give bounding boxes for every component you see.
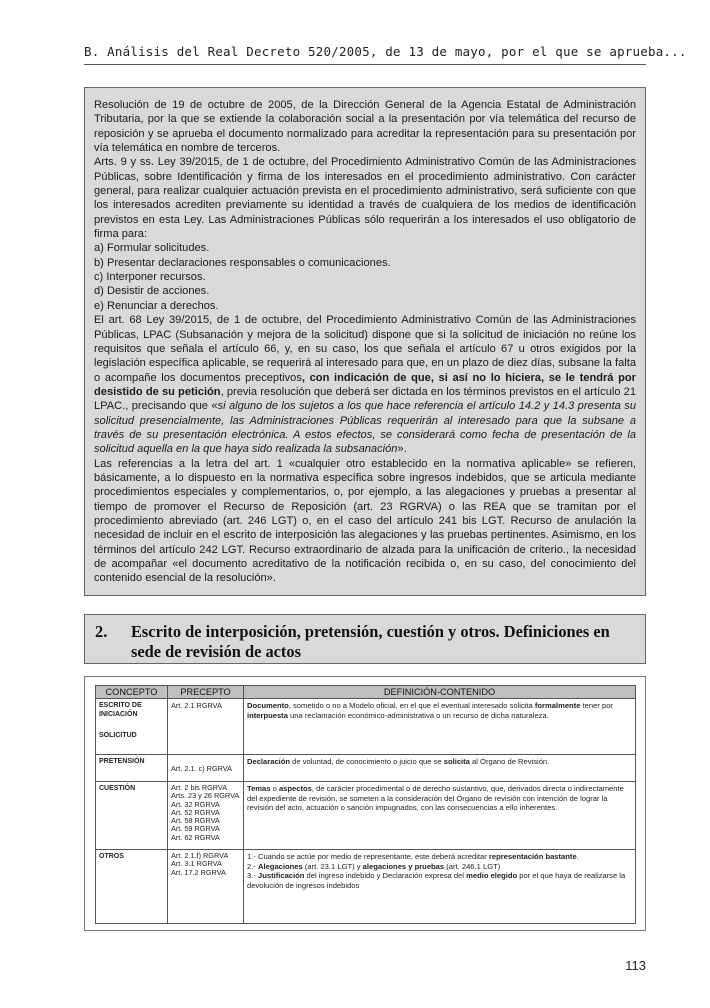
definition-line: 1.- Cuando se actúe por medio de representante, este deberá acreditar representación bastante. bbox=[247, 852, 579, 861]
section-heading bbox=[84, 614, 646, 664]
precept-cell bbox=[168, 850, 244, 924]
definition-cell: Declaración de voluntad, de conocimiento o juicio que se solicita al Órgano de Revisión. bbox=[244, 755, 636, 782]
concept-cell: CUESTIÓN bbox=[96, 782, 168, 850]
list-item: d) Desistir de acciones. bbox=[94, 285, 210, 298]
list-item: c) Interponer recursos. bbox=[94, 271, 206, 284]
header-definicion: DEFINICIÓN-CONTENIDO bbox=[244, 686, 636, 699]
precept-cell bbox=[168, 782, 244, 850]
concept-cell: PRETENSIÓN bbox=[96, 755, 168, 782]
list-item: e) Renunciar a derechos. bbox=[94, 299, 219, 312]
definition-line: 2.- Alegaciones (art. 23.1 LGT) y alegaciones y pruebas (art. 246.1 LGT) bbox=[247, 861, 501, 871]
table-row bbox=[96, 850, 636, 924]
paragraph-references: Las referencias a la letra del art. 1 «cualquier otro establecido en la normativa aplicable» se refieren, básicamente, a lo dispuesto en la normativa específica sobre ingresos indebidos, que se articula mediante procedimientos especiales y complementarios, o, por ejemplo, a las alegaciones y pruebas a presentar al tiempo de promover el Recurso de Reposición (art. 23 RGRVA) o las REA que se tramitan por el procedimiento abreviado (art. 246 LGT) o, en el caso del artículo 241 bis LGT. Recurso de anulación la necesidad de incluir en el escrito de interposición las alegaciones y las pruebas pertinentes. Asimismo, en los términos del artículo 242 LGT. Recurso extraordinario de alzada para la unificación de criterio., la necesidad de acompañar «el documento acreditativo de la notificación recibida o, en su caso, del conocimiento del contenido esencial de la resolución». bbox=[94, 457, 636, 585]
concept-cell: ESCRITO DE INICIACIÓN SOLICITUD bbox=[96, 699, 168, 755]
section-number: 2. bbox=[95, 622, 108, 641]
list-item: a) Formular solicitudes. bbox=[94, 242, 210, 255]
precept-cell: Art. 2.1 RGRVA bbox=[168, 699, 244, 755]
page-number: 113 bbox=[625, 958, 646, 973]
precept-item: Art. 2.1.f) RGRVA bbox=[171, 851, 229, 860]
definition-cell: Temas o aspectos, de carácter procedimental o de derecho sustantivo, que, derivados directa o indirectamente del expediente de revisión, se someten a la consideración del Órgano de revisión con intención de lograr la revisión del acto, actuación o sanción impugnados, con las consecuencias a ello inherentes. bbox=[244, 782, 636, 850]
legal-references-box bbox=[84, 87, 646, 596]
concept-cell: OTROS bbox=[96, 850, 168, 924]
table-row bbox=[96, 699, 636, 755]
definition-cell: Documento, sometido o no a Modelo oficial, en el que el eventual interesado solicita formalmente tener por interpuesta una reclamación económico-administrativa o un recurso de dicha naturaleza. bbox=[244, 699, 636, 755]
precept-item: Art. 52 RGRVA bbox=[171, 807, 220, 817]
definition-line: 3.- Justificación del ingreso indebido y Declaración expresa del medio elegido por el que haya de realizarse la devolución de ingresos indebidos bbox=[247, 871, 626, 890]
header-concepto: CONCEPTO bbox=[96, 686, 168, 699]
table-header-row bbox=[96, 686, 636, 699]
list-item: b) Presentar declaraciones responsables o comunicaciones. bbox=[94, 256, 391, 269]
section-title: Escrito de interposición, pretensión, cuestión y otros. Definiciones en sede de revisión de actos bbox=[131, 622, 610, 661]
precept-item: Art. 2 bis RGRVA bbox=[171, 783, 228, 792]
paragraph-resolution: Resolución de 19 de octubre de 2005, de la Dirección General de la Agencia Estatal de Administración Tributaria, por la que se extiende la colaboración social a la presentación por vía telemática del recurso de reposición y se aprueba el documento normalizado para acreditar la representación para su presentación por vía telemática en nombre de terceros. bbox=[94, 99, 636, 155]
precept-item: Art. 17.2 RGRVA bbox=[171, 867, 226, 877]
definitions-table bbox=[95, 685, 636, 924]
table-row bbox=[96, 755, 636, 782]
precept-item: Art. 32 RGRVA bbox=[171, 799, 220, 809]
definition-cell bbox=[244, 850, 636, 924]
header-rule bbox=[84, 64, 646, 65]
header-precepto: PRECEPTO bbox=[168, 686, 244, 699]
precept-item: Art. 3.1 RGRVA bbox=[171, 859, 222, 869]
paragraph-arts-9: Arts. 9 y ss. Ley 39/2015, de 1 de octubre, del Procedimiento Administrativo Común de las Administraciones Públicas, sobre Identificación y firma de los interesados en el procedimiento administrativo. Con carácter general, para realizar cualquier actuación prevista en el procedimiento administrativo, será suficiente con que los interesados acrediten previamente su identidad a través de cualquiera de los medios de identificación previstos en esta Ley. Las Administraciones Públicas sólo requerirán a los interesados el uso obligatorio de firma para: bbox=[94, 156, 636, 241]
precept-cell: Art. 2.1. c) RGRVA bbox=[168, 755, 244, 782]
precept-item: Art. 58 RGRVA bbox=[171, 816, 220, 826]
precept-item: Arts. 23 y 26 RGRVA bbox=[171, 791, 240, 801]
precept-item: Art. 59 RGRVA bbox=[171, 824, 220, 834]
running-header: B. Análisis del Real Decreto 520/2005, de 13 de mayo, por el que se aprueba... bbox=[84, 44, 687, 59]
precept-item: Art. 62 RGRVA bbox=[171, 832, 220, 842]
paragraph-art-68: El art. 68 Ley 39/2015, de 1 de octubre, del Procedimiento Administrativo Común de las Administraciones Públicas, LPAC (Subsanación y mejora de la solicitud) dispone que si la solicitud de iniciación no reúne los requisitos que señala el artículo 66, y, en su caso, los que señala el artículo 67 u otros exigidos por la legislación específica aplicable, se requerirá al interesado para que, en un plazo de diez días, subsane la falta o acompañe los documentos preceptivos, con indicación de que, si así no lo hiciera, se le tendrá por desistido de su petición, previa resolución que deberá ser dictada en los términos previstos en el artículo 21 LPAC., precisando que «si alguno de los sujetos a los que hace referencia el artículo 14.2 y 14.3 presenta su solicitud presencialmente, las Administraciones Públicas requerirán al interesado para que la subsane a través de su presentación electrónica. A estos efectos, se considerará como fecha de presentación de la solicitud aquella en la que haya sido realizada la subsanación». bbox=[94, 314, 636, 456]
definitions-table-frame bbox=[84, 676, 646, 931]
table-row bbox=[96, 782, 636, 850]
